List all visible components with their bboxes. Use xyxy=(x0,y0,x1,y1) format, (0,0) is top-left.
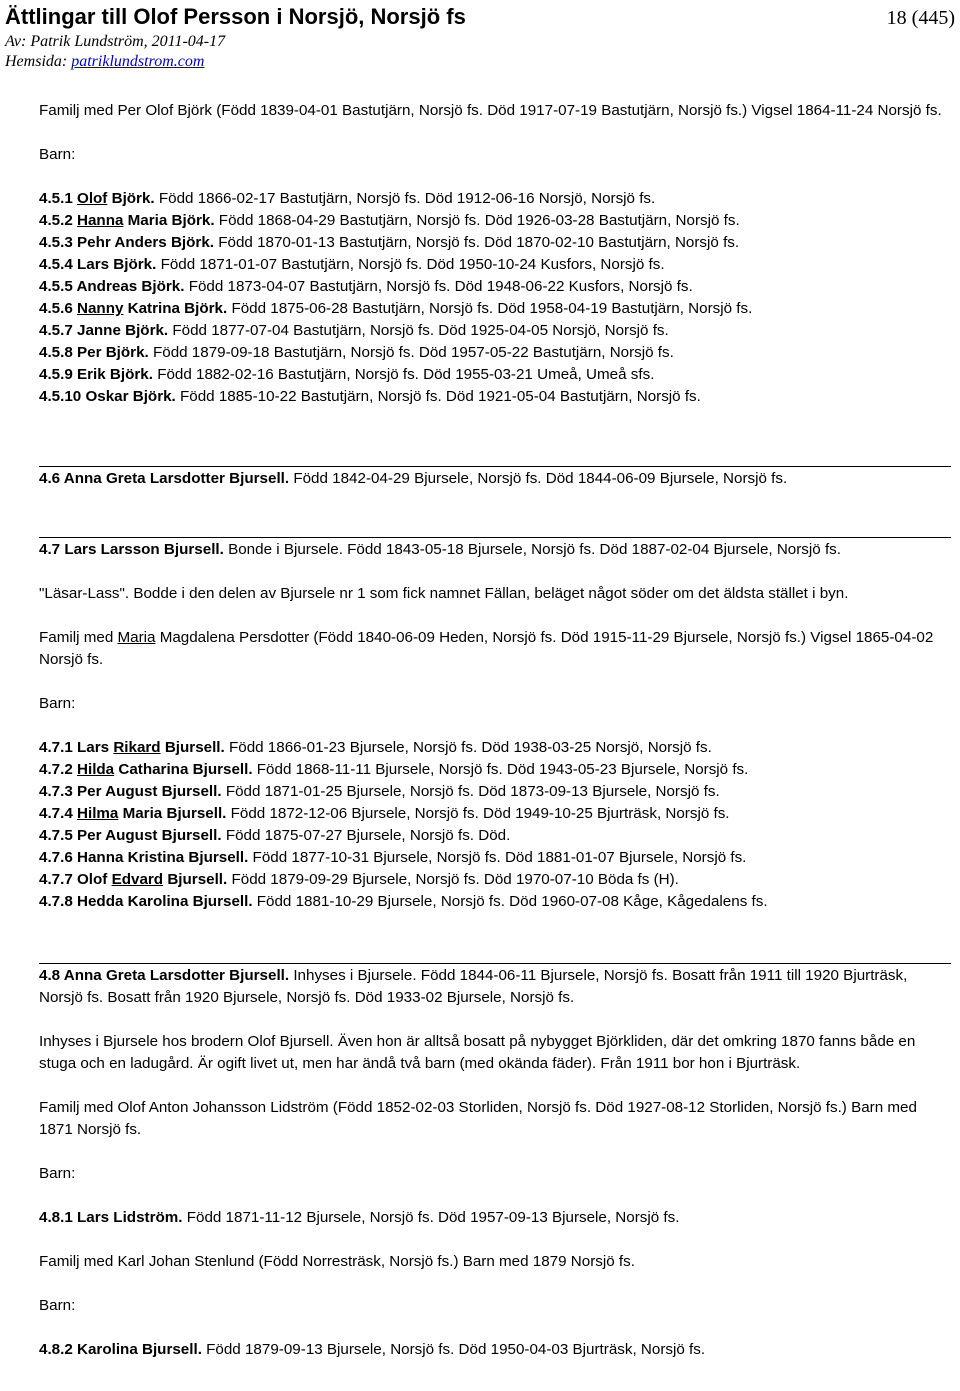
child-entry: 4.7.7 Olof Edvard Bjursell. Född 1879-09-29 Bjursele, Norsjö fs. Död 1970-07-10 Böda fs (H). xyxy=(39,871,679,888)
child-entry: 4.7.6 Hanna Kristina Bjursell. Född 1877-10-31 Bjursele, Norsjö fs. Död 1881-01-07 Bjursele, Norsjö fs. xyxy=(39,849,747,866)
section-divider xyxy=(39,537,951,538)
child-entry: 4.5.8 Per Björk. Född 1879-09-18 Bastutjärn, Norsjö fs. Död 1957-05-22 Bastutjärn, Norsjö fs. xyxy=(39,344,674,361)
child-entry: 4.7.4 Hilma Maria Bjursell. Född 1872-12-06 Bjursele, Norsjö fs. Död 1949-10-25 Bjurträsk, Norsjö fs. xyxy=(39,805,730,822)
family-intro: Familj med Olof Anton Johansson Lidström (Född 1852-02-03 Storliden, Norsjö fs. Död 1927-08-12 Storliden, Norsjö fs.) Barn med 1871 Norsjö fs. xyxy=(39,1099,917,1138)
child-entry: 4.5.4 Lars Björk. Född 1871-01-07 Bastutjärn, Norsjö fs. Död 1950-10-24 Kusfors, Norsjö fs. xyxy=(39,256,665,273)
author-line: Av: Patrik Lundström, 2011-04-17 xyxy=(5,33,226,50)
person-heading: 4.8 Anna Greta Larsdotter Bjursell. xyxy=(39,967,290,984)
children-label: Barn: xyxy=(39,1165,76,1182)
family-intro: Familj med Karl Johan Stenlund (Född Norresträsk, Norsjö fs.) Barn med 1879 Norsjö fs. xyxy=(39,1253,635,1270)
person-note: "Läsar-Lass". Bodde i den delen av Bjursele nr 1 som fick namnet Fällan, beläget något söder om det äldsta stället i byn. xyxy=(39,585,849,602)
family-intro: Familj med Maria Magdalena Persdotter (Född 1840-06-09 Heden, Norsjö fs. Död 1915-11-29 Bjursele, Norsjö fs.) Vigsel 1865-04-02 Norsjö fs. xyxy=(39,629,934,668)
child-entry: 4.7.1 Lars Rikard Bjursell. Född 1866-01-23 Bjursele, Norsjö fs. Död 1938-03-25 Norsjö, Norsjö fs. xyxy=(39,739,712,756)
person-entry: 4.8 Anna Greta Larsdotter Bjursell. Inhyses i Bjursele. Född 1844-06-11 Bjursele, Norsjö fs. Bosatt från 1911 till 1920 Bjurträsk, Norsjö fs. Bosatt från 1920 Bjursele, Norsjö fs. Död 1933-02 Bjursele, Norsjö fs. xyxy=(39,967,908,1006)
child-entry: 4.5.5 Andreas Björk. Född 1873-04-07 Bastutjärn, Norsjö fs. Död 1948-06-22 Kusfors, Norsjö fs. xyxy=(39,278,693,295)
person-entry: 4.7 Lars Larsson Bjursell. Bonde i Bjursele. Född 1843-05-18 Bjursele, Norsjö fs. Död 1887-02-04 Bjursele, Norsjö fs. xyxy=(39,541,841,558)
child-entry: 4.5.9 Erik Björk. Född 1882-02-16 Bastutjärn, Norsjö fs. Död 1955-03-21 Umeå, Umeå sfs. xyxy=(39,366,655,383)
homepage-line xyxy=(5,52,955,72)
child-entry: 4.5.6 Nanny Katrina Björk. Född 1875-06-28 Bastutjärn, Norsjö fs. Död 1958-04-19 Bastutjärn, Norsjö fs. xyxy=(39,300,753,317)
children-label: Barn: xyxy=(39,1297,76,1314)
children-label: Barn: xyxy=(39,146,76,163)
homepage-label: Hemsida: xyxy=(5,53,72,70)
section-divider xyxy=(39,963,951,964)
document-title: Ättlingar till Olof Persson i Norsjö, Norsjö fs xyxy=(5,4,466,29)
child-entry: 4.7.3 Per August Bjursell. Född 1871-01-25 Bjursele, Norsjö fs. Död 1873-09-13 Bjursele, Norsjö fs. xyxy=(39,783,720,800)
page-number: 18 (445) xyxy=(886,7,955,29)
person-section-4-7 xyxy=(39,537,951,913)
child-entry: 4.7.5 Per August Bjursell. Född 1875-07-27 Bjursele, Norsjö fs. Död. xyxy=(39,827,511,844)
child-entry: 4.5.3 Pehr Anders Björk. Född 1870-01-13 Bastutjärn, Norsjö fs. Död 1870-02-10 Bastutjärn, Norsjö fs. xyxy=(39,234,740,251)
child-entry: 4.5.1 Olof Björk. Född 1866-02-17 Bastutjärn, Norsjö fs. Död 1912-06-16 Norsjö, Norsjö fs. xyxy=(39,190,656,207)
document-body xyxy=(39,100,951,1358)
family-intro: Familj med Per Olof Björk (Född 1839-04-01 Bastutjärn, Norsjö fs. Död 1917-07-19 Bastutjärn, Norsjö fs.) Vigsel 1864-11-24 Norsjö fs. xyxy=(39,102,942,119)
person-heading: 4.6 Anna Greta Larsdotter Bjursell. xyxy=(39,470,290,487)
child-entry: 4.7.2 Hilda Catharina Bjursell. Född 1868-11-11 Bjursele, Norsjö fs. Död 1943-05-23 Bjursele, Norsjö fs. xyxy=(39,761,749,778)
children-list-47 xyxy=(39,737,951,913)
children-label: Barn: xyxy=(39,695,76,712)
person-note: Inhyses i Bjursele hos brodern Olof Bjursell. Även hon är alltså bosatt på nybygget Björkliden, där det omkring 1870 fanns både en stuga och en ladugård. Är ogift livet ut, men har ändå två barn (med okända fäder). Från 1911 bor hon i Bjurträsk. xyxy=(39,1033,916,1072)
section-divider xyxy=(39,466,951,467)
person-entry: 4.6 Anna Greta Larsdotter Bjursell. Född 1842-04-29 Bjursele, Norsjö fs. Död 1844-06-09 Bjursele, Norsjö fs. xyxy=(39,470,788,487)
person-heading: 4.7 Lars Larsson Bjursell. xyxy=(39,541,224,558)
person-section-4-8 xyxy=(39,963,951,1361)
homepage-link[interactable]: patriklundstrom.com xyxy=(71,53,205,70)
child-entry: 4.5.2 Hanna Maria Björk. Född 1868-04-29 Bastutjärn, Norsjö fs. Död 1926-03-28 Bastutjärn, Norsjö fs. xyxy=(39,212,740,229)
child-entry: 4.7.8 Hedda Karolina Bjursell. Född 1881-10-29 Bjursele, Norsjö fs. Död 1960-07-08 Kåge, Kågedalens fs. xyxy=(39,893,768,910)
page-header xyxy=(5,2,955,72)
person-section-4-6 xyxy=(39,466,951,490)
child-entry: 4.5.7 Janne Björk. Född 1877-07-04 Bastutjärn, Norsjö fs. Död 1925-04-05 Norsjö, Norsjö fs. xyxy=(39,322,669,339)
children-list-45 xyxy=(39,188,951,408)
child-entry: 4.8.2 Karolina Bjursell. Född 1879-09-13 Bjursele, Norsjö fs. Död 1950-04-03 Bjurträsk, Norsjö fs. xyxy=(39,1341,706,1358)
child-entry: 4.5.10 Oskar Björk. Född 1885-10-22 Bastutjärn, Norsjö fs. Död 1921-05-04 Bastutjärn, Norsjö fs. xyxy=(39,388,701,405)
child-entry: 4.8.1 Lars Lidström. Född 1871-11-12 Bjursele, Norsjö fs. Död 1957-09-13 Bjursele, Norsjö fs. xyxy=(39,1209,680,1226)
